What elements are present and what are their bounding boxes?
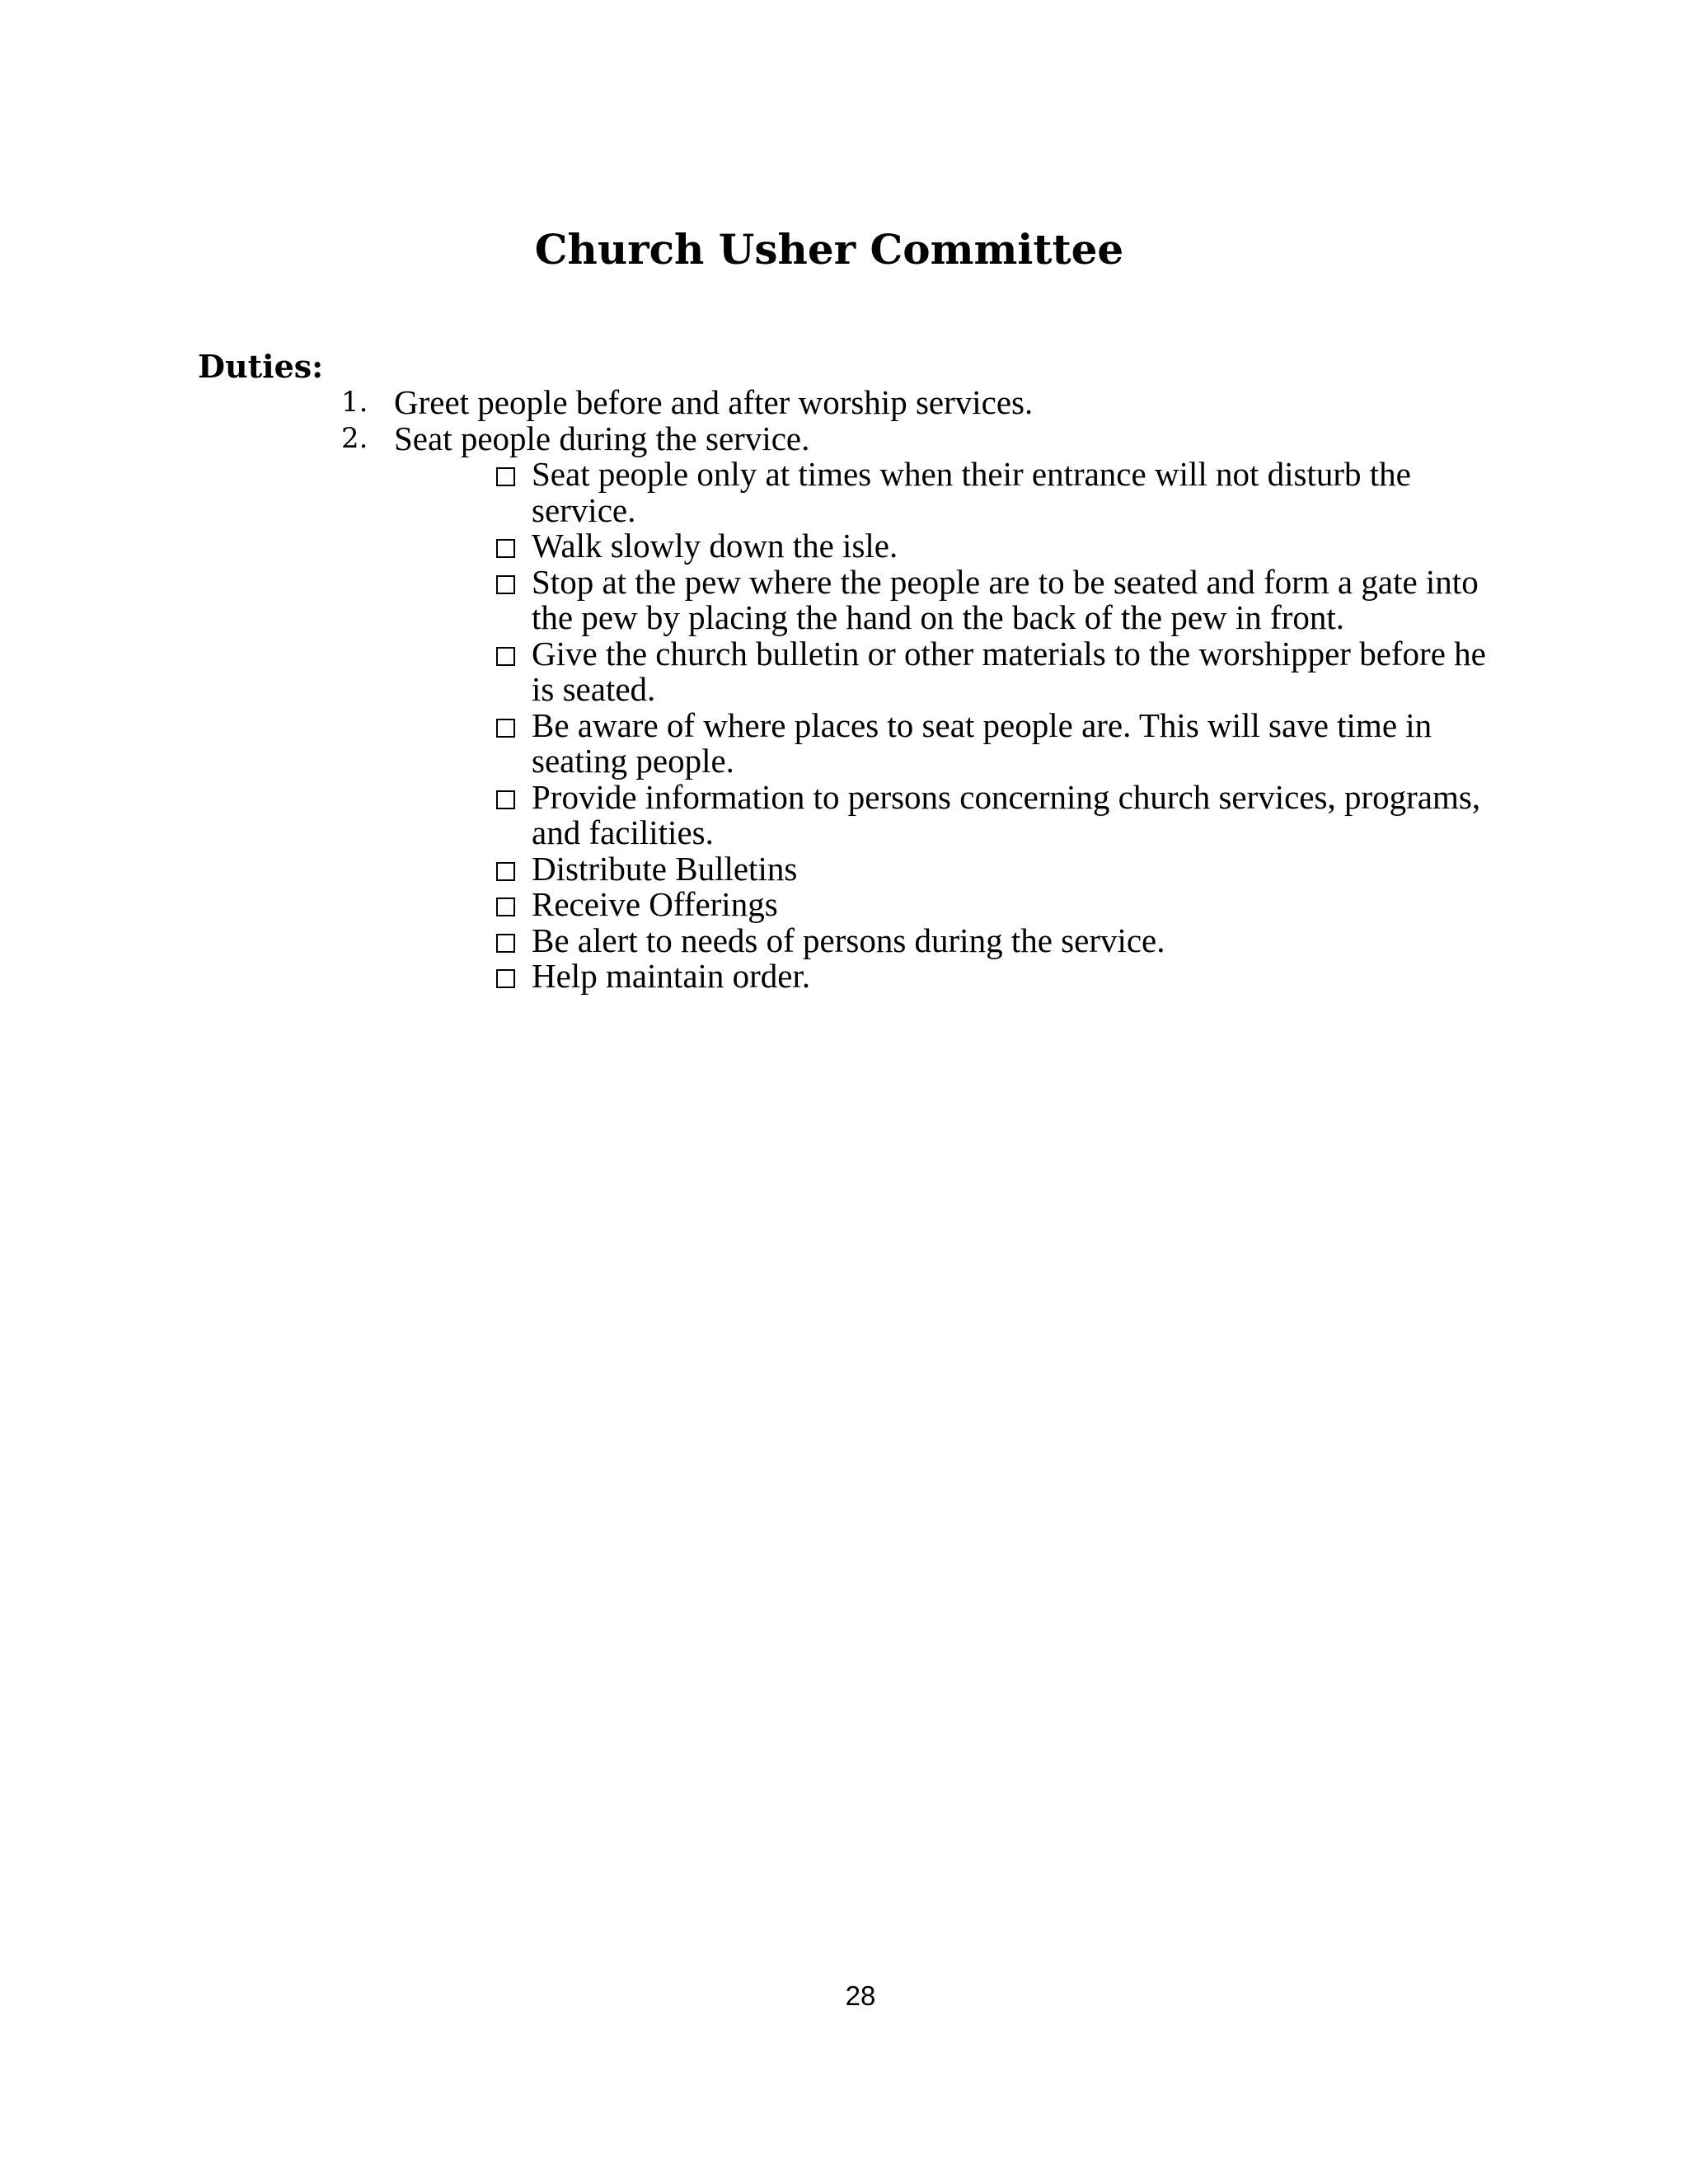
checklist-item (0, 705, 1508, 780)
checklist-item-text: Be alert to needs of persons during the service. (532, 921, 1165, 959)
checkbox-empty-icon (496, 539, 515, 558)
duties-heading: Duties: (198, 348, 324, 385)
checkbox-empty-icon (496, 467, 515, 486)
checklist-item (0, 851, 1508, 888)
checkbox-empty-icon (496, 575, 515, 594)
checklist-item (0, 636, 1508, 708)
checklist-item-text: Help maintain order. (532, 957, 811, 995)
duties-list (0, 385, 1688, 995)
duty-text: Greet people before and after worship services. (394, 383, 1034, 421)
checkbox-empty-icon (496, 790, 515, 809)
checklist-item (0, 777, 1508, 851)
checklist-item-text: Seat people only at times when their entrance will not disturb the service. (532, 455, 1411, 529)
duty-number: 2. (341, 421, 368, 455)
checkbox-empty-icon (496, 898, 515, 916)
checklist-item-text: Receive Offerings (532, 885, 778, 923)
checkbox-empty-icon (496, 719, 515, 738)
page-number: 28 (845, 1980, 876, 2011)
duty-item-2 (0, 421, 1688, 457)
duty-item-1 (0, 385, 1688, 421)
duty-number: 1. (341, 386, 368, 419)
checklist-item-text: Give the church bulletin or other materials to the worshipper before he is seated. (532, 634, 1486, 708)
checklist-item (0, 457, 1508, 528)
checkbox-empty-icon (496, 862, 515, 881)
checklist-item (0, 923, 1508, 959)
checklist-item-text: Be aware of where places to seat people are. This will save time in seating people. (532, 705, 1432, 780)
checklist-item (0, 562, 1508, 636)
checklist-item-text: Distribute Bulletins (532, 849, 798, 888)
checklist-item (0, 958, 1508, 995)
checklist-item-text: Walk slowly down the isle. (532, 527, 898, 565)
checklist-item (0, 528, 1508, 565)
checkbox-empty-icon (496, 934, 515, 953)
checklist-item (0, 887, 1508, 923)
duty-text: Seat people during the service. (394, 419, 810, 457)
checkbox-empty-icon (496, 647, 515, 666)
seating-checklist (0, 457, 1688, 995)
checklist-item-text: Provide information to persons concerning church services, programs, and facilities. (532, 777, 1481, 851)
checklist-item-text: Stop at the pew where the people are to be seated and form a gate into the pew by placing the hand on the back of the pew in front. (532, 562, 1479, 636)
checkbox-empty-icon (496, 969, 515, 988)
page-title: Church Usher Committee (534, 225, 1124, 274)
